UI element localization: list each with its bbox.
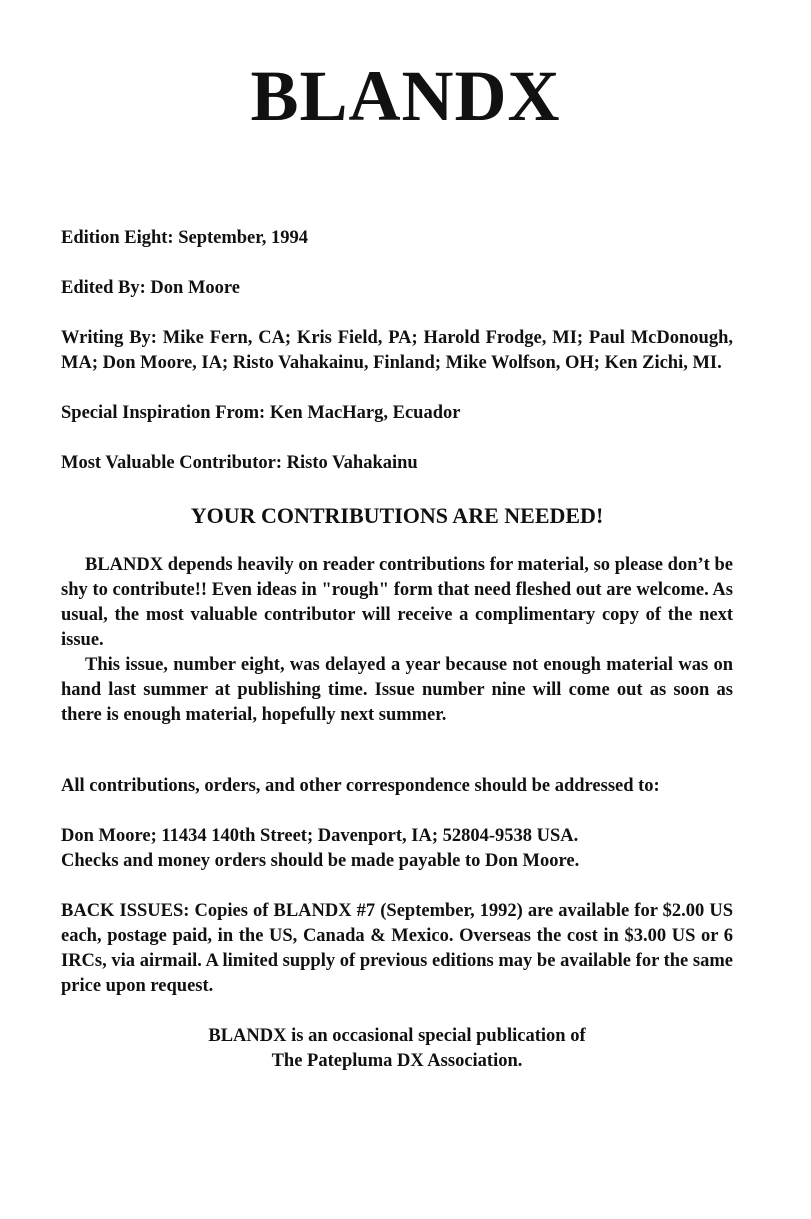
- payment-line: Checks and money orders should be made payable to Don Moore.: [61, 851, 580, 871]
- footer-line-publication: BLANDX is an occasional special publication of: [208, 1026, 586, 1046]
- contributions-heading: YOUR CONTRIBUTIONS ARE NEEDED!: [190, 503, 604, 528]
- page-title: BLANDX: [250, 56, 561, 136]
- mailing-address-line: Don Moore; 11434 140th Street; Davenport, IA; 52804-9538 USA.: [61, 826, 579, 846]
- most-valuable-contributor-line: Most Valuable Contributor: Risto Vahakainu: [61, 453, 418, 473]
- edition-line: Edition Eight: September, 1994: [61, 228, 309, 248]
- contributions-address-line: All contributions, orders, and other correspondence should be addressed to:: [61, 776, 660, 796]
- footer-line-association: The Patepluma DX Association.: [271, 1051, 523, 1071]
- mailing-address-block: [61, 824, 733, 874]
- contributions-paragraph: BLANDX depends heavily on reader contributions for material, so please don’t be shy to contribute!! Even ideas in "rough" form that need fleshed out are welcome. As usual, the most valuable contributor will receive a complimentary copy of the next issue.: [61, 555, 733, 650]
- back-issues-paragraph: BACK ISSUES: Copies of BLANDX #7 (September, 1992) are available for $2.00 US each, postage paid, in the US, Canada & Mexico. Overseas the cost in $3.00 US or 6 IRCs, via airmail. A limited supply of previous editions may be available for the same price upon request.: [61, 901, 733, 996]
- document-body: [61, 226, 733, 1074]
- delay-paragraph: This issue, number eight, was delayed a year because not enough material was on hand last summer at publishing time. Issue number nine will come out as soon as there is enough material, hopefully next summer.: [61, 655, 733, 725]
- special-inspiration-line: Special Inspiration From: Ken MacHarg, Ecuador: [61, 403, 461, 423]
- writing-by-paragraph: Writing By: Mike Fern, CA; Kris Field, PA; Harold Frodge, MI; Paul McDonough, MA; Don Moore, IA; Risto Vahakainu, Finland; Mike Wolfson, OH; Ken Zichi, MI.: [61, 328, 733, 373]
- edited-by-line: Edited By: Don Moore: [61, 278, 241, 298]
